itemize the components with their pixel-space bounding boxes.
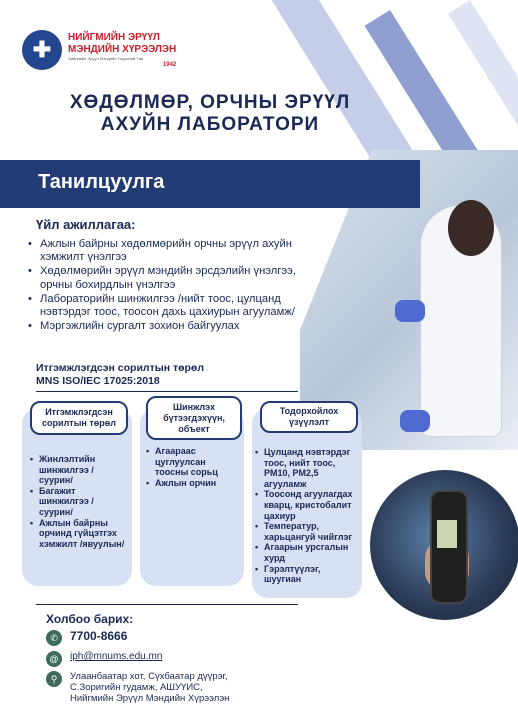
column-header: Итгэмжлэгдсэн сорилтын төрөл <box>30 401 128 435</box>
title-line1: ХӨДӨЛМӨР, ОРЧНЫ ЭРҮҮЛ <box>69 92 351 113</box>
list-item: • Жинлэлтийн шинжилгээ /суурин/ <box>30 454 126 486</box>
accreditation-heading <box>36 362 204 388</box>
address-line: Нийгмийн Эрүүл Мэндийн Хүрээлэн <box>70 693 230 704</box>
column-list <box>30 454 126 549</box>
section-banner <box>0 160 420 208</box>
meter-screen <box>437 520 457 548</box>
caduceus-icon: ✚ <box>22 30 62 70</box>
column-list <box>146 446 240 488</box>
column-list <box>255 447 359 585</box>
contact-email-row <box>46 651 162 667</box>
list-item: • Ажлын орчин <box>146 478 240 489</box>
logo-line2: МЭНДИЙН ХҮРЭЭЛЭН <box>68 44 177 55</box>
phone-number[interactable]: 7700-8666 <box>70 629 128 643</box>
column-header: Тодорхойлох үзүүлэлт <box>260 401 358 433</box>
activities-heading: Үйл ажиллагаа: <box>36 217 136 232</box>
phone-icon: ✆ <box>46 630 62 646</box>
list-item: • Температур, харьцангуй чийглэг <box>255 521 359 542</box>
activities-list <box>26 238 326 334</box>
page-title <box>0 92 420 136</box>
banner-title: Танилцуулга <box>38 171 165 193</box>
list-item: • Мэргэжлийн сургалт зохион байгуулах <box>26 320 326 333</box>
glove-shape <box>395 300 425 322</box>
location-icon: ⚲ <box>46 671 62 687</box>
address-line: С.Зоригийн гудамж, АШУҮИС, <box>70 682 203 693</box>
list-item: • Агаарын урсгалын хурд <box>255 542 359 563</box>
address-line: Улаанбаатар хот, Сүхбаатар дүүрэг, <box>70 671 228 682</box>
list-item: • Хөдөлмөрийн эрүүл мэндийн эрсдэлийн үнэлгээ, орчны бохирдлын үнэлгээ <box>26 265 326 291</box>
list-item: • Агаараас цуглуулсан тоосны сорьц <box>146 446 240 478</box>
address <box>70 671 229 704</box>
list-item: • Лабораторийн шинжилгээ /нийт тоос, цулцанд нэвтэрдэг тоос, тоосон дахь цахиурын агууламж/ <box>26 293 326 319</box>
logo-year: 1942 <box>162 62 177 68</box>
institute-logo <box>22 30 176 70</box>
divider <box>36 391 298 392</box>
list-item: • Ажлын байрны орчинд гүйцэтгэх хэмжилт /явуулын/ <box>30 518 126 550</box>
email-link[interactable]: iph@mnums.edu.mn <box>70 651 163 662</box>
contact-address-row <box>46 671 229 704</box>
contact-phone-row <box>46 630 127 646</box>
list-item: • Ажлын байрны хөдөлмөрийн орчны эрүүл ахуйн хэмжилт үнэлгээ <box>26 238 326 264</box>
logo-line1: НИЙГМИЙН ЭРҮҮЛ <box>68 32 160 43</box>
contact-heading: Холбоо барих: <box>46 612 134 626</box>
divider <box>36 604 298 605</box>
list-item: • Цулцанд нэвтэрдэг тоос, нийт тоос, PM10, PM2,5 агууламж <box>255 447 359 489</box>
list-item: • Тоосонд агуулагдах кварц, кристобалит цахиур <box>255 489 359 521</box>
logo-subtitle: Нийгмийн Эрүүл Мэндийн Үндэсний Төв <box>68 56 144 61</box>
web-icon: @ <box>46 651 62 667</box>
glove-shape <box>400 410 430 432</box>
list-item: • Багажит шинжилгээ /суурин/ <box>30 486 126 518</box>
list-item: • Гэрэлтүүлэг, шуугиан <box>255 564 359 585</box>
accreditation-standard: MNS ISO/IEC 17025:2018 <box>36 375 160 387</box>
title-line2: АХУЙН ЛАБОРАТОРИ <box>100 114 320 135</box>
accreditation-line1: Итгэмжлэгдсэн сорилтын төрөл <box>36 362 205 374</box>
scientist-head <box>448 200 494 256</box>
column-header: Шинжлэх бүтээгдэхүүн, объект <box>146 396 242 440</box>
